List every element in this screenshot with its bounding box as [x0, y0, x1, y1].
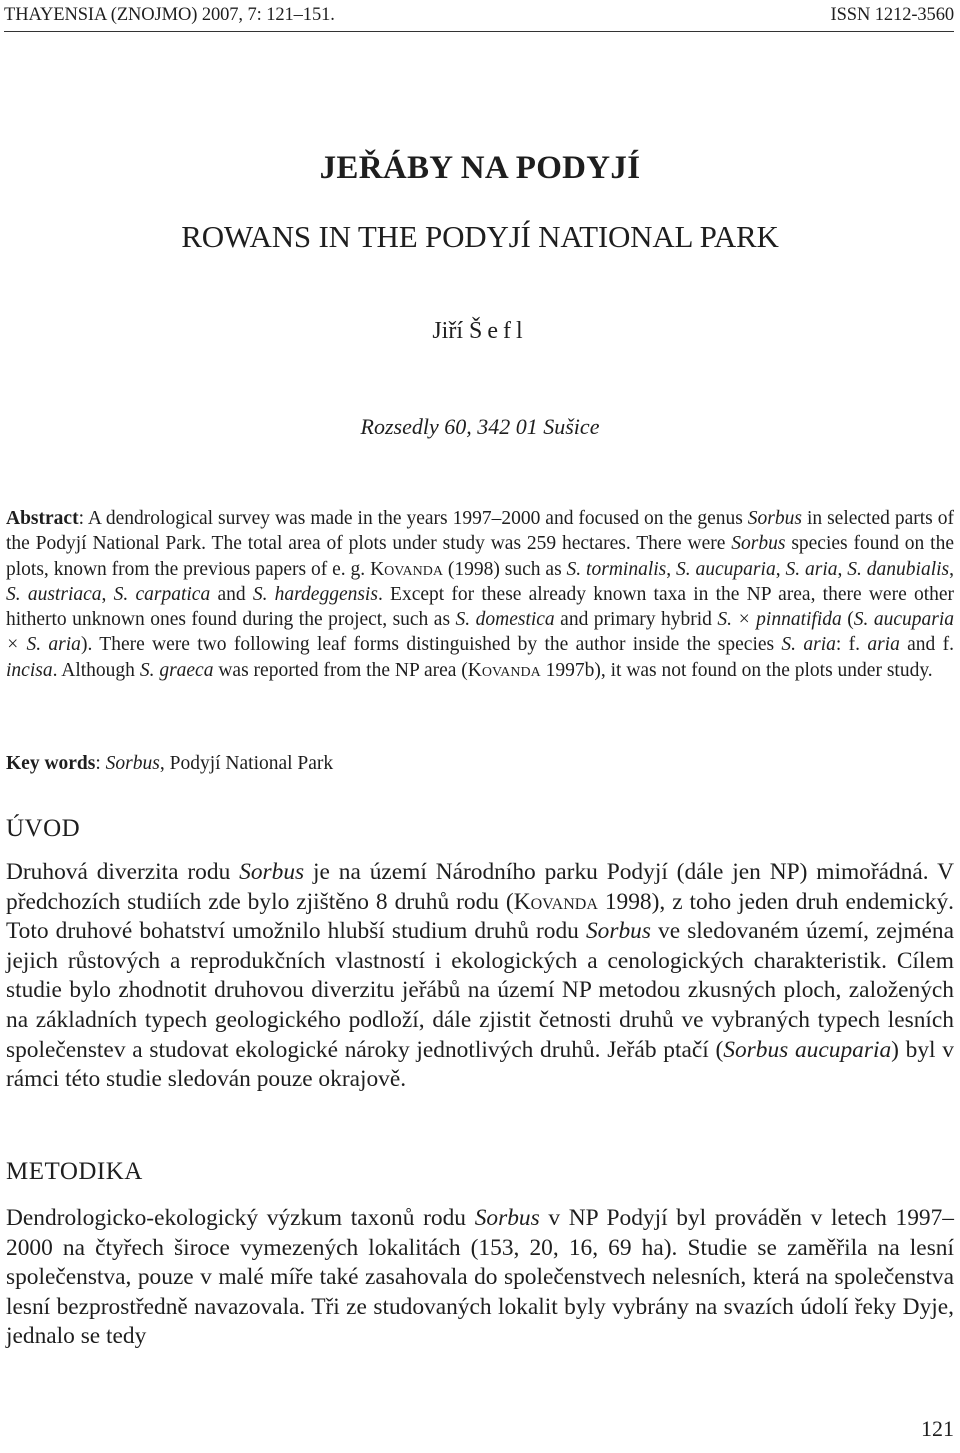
intro-paragraph: Druhová diverzita rodu Sorbus je na území Národního parku Podyjí (dále jen NP) mimořádná. V předchozích studiích zde bylo zjištěno 8 druhů rodu (Kovanda 1998), z toho jeden druh endemický. Toto druhové bohatství umožnilo hlubší studium druhů rodu Sorbus ve sledovaném území, zejména jejich růstových a reprodukčních vlastností i ekologických a cenologických charakteristik. Cílem studie bylo zhodnotit druhovou diverzitu jeřábů na území NP metodou zkusných ploch, založených na základních typech geologického podloží, dále zjistit četnosti druhů ve vybraných typech lesních společenstev a studovat ekologické nároky jednotlivých druhů. Jeřáb ptačí (Sorbus aucuparia) byl v rámci této studie sledován pouze okrajově.	[6, 859, 955, 1093]
author-citation: Kovanda	[513, 888, 598, 915]
title-english: ROWANS IN THE PODYJÍ NATIONAL PARK	[181, 219, 779, 254]
abstract-label: Abstract	[6, 508, 79, 529]
running-header	[4, 4, 954, 26]
keywords: Key words: Sorbus, Podyjí National Park	[6, 753, 334, 774]
page-number: 121	[921, 1416, 954, 1441]
title-czech: JEŘÁBY NA PODYJÍ	[319, 150, 641, 186]
author-citation: Kovanda	[467, 659, 541, 681]
methods-paragraph: Dendrologicko-ekologický výzkum taxonů rodu Sorbus v NP Podyjí byl prováděn v letech 1997–2000 na čtyřech široce vymezených lokalitách (153, 20, 16, 69 ha). Studie se zaměřila na lesní společenstva, pouze v malé míře také zasahovala do společenstvech nelesních, která na společenstva lesní bezprostředně navazovala. Tři ze studovaných lokalit byly vybrány na svazích údolí řeky Dyje, jednalo se tedy	[6, 1205, 954, 1350]
header-rule	[4, 31, 954, 32]
author-first-name: Jiří	[432, 318, 463, 344]
author-citation: Kovanda	[370, 558, 444, 580]
issn: ISSN 1212-3560	[830, 5, 954, 25]
keywords-label: Key words	[6, 753, 96, 774]
section-heading-methods: METODIKA	[6, 1158, 143, 1185]
author-address: Rozsedly 60, 342 01 Sušice	[360, 414, 600, 439]
abstract: Abstract: A dendrological survey was made in the years 1997–2000 and focused on the genus Sorbus in selected parts of the Podyjí National Park. The total area of plots under study was 259 hectares. There were Sorbus species found on the plots, known from the previous papers of e. g. Kovanda (1998) such as S. torminalis, S. aucuparia, S. aria, S. danubialis, S. austriaca, S. carpatica and S. hardeggensis. Except for these already known taxa in the NP area, there were other hitherto unknown ones found during the project, such as S. domestica and primary hybrid S. × pinnatifida (S. aucuparia × S. aria). There were two following leaf forms distinguished by the author inside the species S. aria: f. aria and f. incisa. Although S. graeca was reported from the NP area (Kovanda 1997b), it was not found on the plots under study.	[6, 508, 955, 681]
author	[0, 318, 960, 345]
author-last-name: Šefl	[469, 318, 528, 344]
journal-citation: THAYENSIA (ZNOJMO) 2007, 7: 121–151.	[4, 5, 335, 25]
section-heading-intro: ÚVOD	[6, 815, 81, 842]
